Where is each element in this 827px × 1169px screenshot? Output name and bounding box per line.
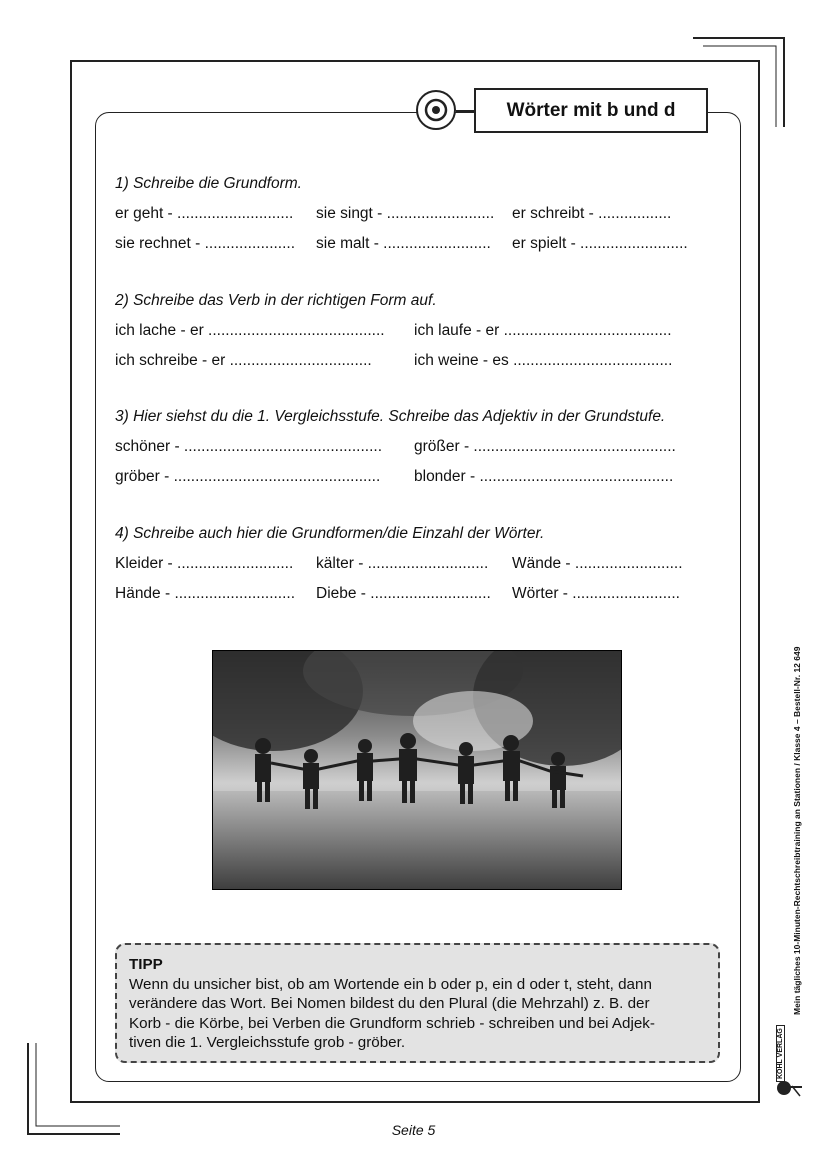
task-1-item[interactable]: er schreibt - .................	[512, 205, 672, 222]
tip-box	[115, 943, 720, 1063]
publisher-logo	[770, 1030, 806, 1100]
task-4-item[interactable]: Diebe - ............................	[316, 585, 491, 602]
task-4-item[interactable]: kälter - ............................	[316, 555, 489, 572]
tip-line: verändere das Wort. Bei Nomen bildest du den Plural (die Mehrzahl) z. B. der	[129, 995, 650, 1012]
task-4-item[interactable]: Hände - ............................	[115, 585, 296, 602]
task-1-heading: 1) Schreibe die Grundform.	[115, 175, 302, 192]
task-4-item[interactable]: Wörter - .........................	[512, 585, 680, 602]
task-4-heading: 4) Schreibe auch hier die Grundformen/die Einzahl der Wörter.	[115, 525, 545, 542]
task-2-item[interactable]: ich schreibe - er .................................	[115, 352, 372, 369]
worksheet-title: Wörter mit b und d	[474, 88, 708, 133]
target-icon	[416, 90, 456, 130]
task-2-heading: 2) Schreibe das Verb in der richtigen Form auf.	[115, 292, 437, 309]
task-1-item[interactable]: sie singt - .........................	[316, 205, 495, 222]
children-meadow-photo	[212, 650, 622, 890]
task-2-item[interactable]: ich lache - er .........................................	[115, 322, 385, 339]
side-imprint-text: Mein tägliches 10-Minuten-Rechtschreibtraining an Stationen / Klasse 4 – Bestell-Nr. 12 649	[792, 646, 802, 1015]
page-number: Seite 5	[391, 1122, 436, 1138]
task-4-item[interactable]: Kleider - ...........................	[115, 555, 294, 572]
task-2-item[interactable]: ich weine - es .....................................	[414, 352, 673, 369]
task-3-item[interactable]: größer - ...............................................	[414, 438, 676, 455]
task-1-item[interactable]: sie rechnet - .....................	[115, 235, 296, 252]
tip-line: Wenn du unsicher bist, ob am Wortende ein b oder p, ein d oder t, steht, dann	[129, 975, 652, 993]
task-3-item[interactable]: blonder - .............................................	[414, 468, 674, 485]
task-3-item[interactable]: gröber - ................................................	[115, 468, 381, 485]
publisher-logo-text: KOHL VERLAG	[776, 1025, 785, 1082]
task-1-item[interactable]: er geht - ...........................	[115, 205, 294, 222]
title-connector	[456, 110, 474, 112]
tree-icon	[770, 1030, 806, 1100]
tip-title: TIPP	[129, 956, 163, 973]
task-3-heading: 3) Hier siehst du die 1. Vergleichsstufe. Schreibe das Adjektiv in der Grundstufe.	[115, 408, 666, 425]
task-1-item[interactable]: er spielt - .........................	[512, 235, 688, 252]
task-2-item[interactable]: ich laufe - er .......................................	[414, 322, 672, 339]
task-4-item[interactable]: Wände - .........................	[512, 555, 683, 572]
task-1-item[interactable]: sie malt - .........................	[316, 235, 491, 252]
task-3-item[interactable]: schöner - ..............................................	[115, 438, 383, 455]
tip-line: Korb - die Körbe, bei Verben die Grundform schrieb - schreiben und bei Adjek-	[129, 1014, 655, 1032]
tip-line: tiven die 1. Vergleichsstufe grob - gröber.	[129, 1034, 406, 1051]
